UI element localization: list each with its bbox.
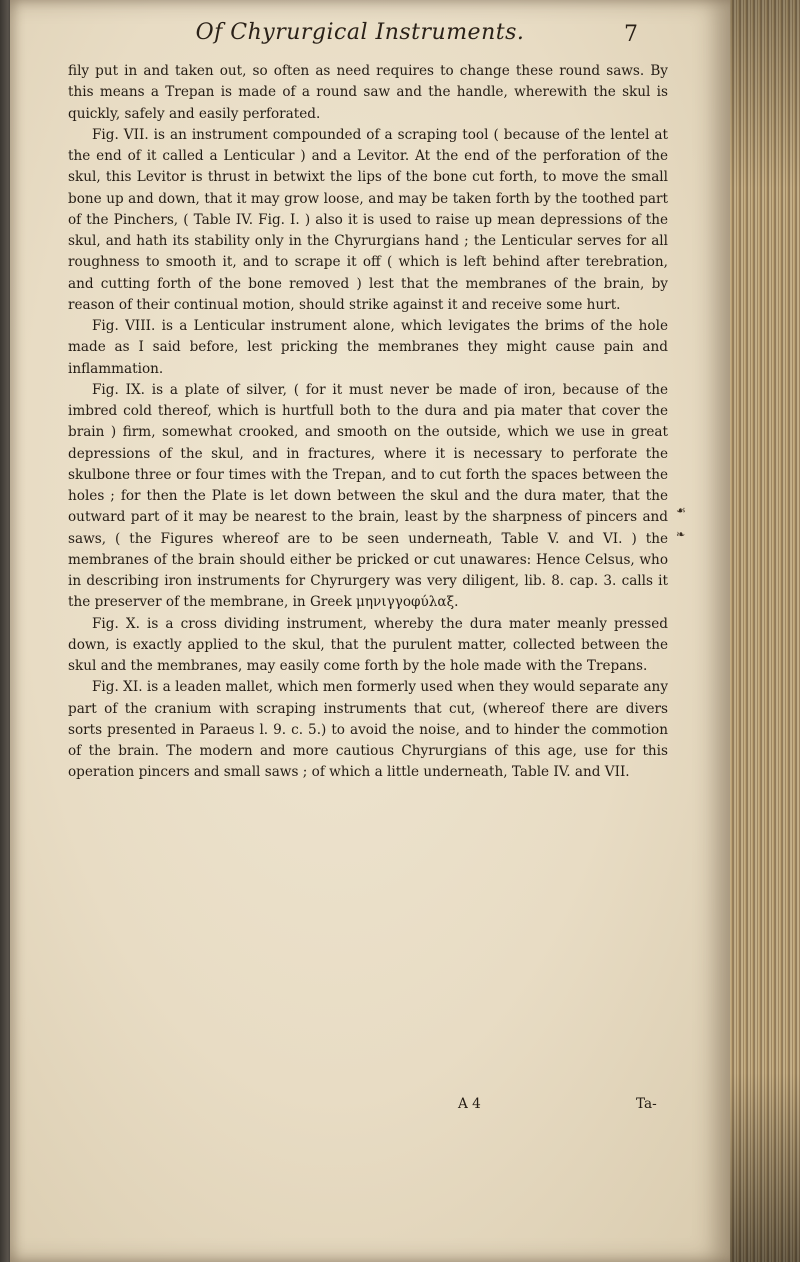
page-number: 7 bbox=[624, 22, 638, 47]
paragraph-3: Fig. VIII. is a Lenticular instrument alone, which levigates the brims of the hole made as I said before, lest pricking the membranes they might cause pain and inflammation. bbox=[68, 318, 668, 377]
book-page bbox=[10, 0, 730, 1262]
paragraph-6: Fig. XI. is a leaden mallet, which men formerly used when they would separate any part of the cranium with scraping instruments that cut, (whereof there are divers sorts presented in Paraeus l. 9. c. 5.) to avoid the noise, and to hinder the commotion of the brain. The modern and more cautious Chyrurgians of this age, use for this operation pincers and small saws ; of which a little underneath, Table IV. and VII. bbox=[68, 679, 668, 781]
margin-mark-1: ☙ bbox=[676, 504, 686, 517]
running-head: Of Chyrurgical Instruments. bbox=[195, 20, 525, 45]
book-page-edges bbox=[730, 0, 800, 1262]
paragraph-2: Fig. VII. is an instrument compounded of a scraping tool ( because of the lentel at the end of it called a Lenticular ) and a Levitor. At the end of the perforation of the skul, this Levitor is thrust in betwixt the lips of the bone cut forth, to move the small bone up and down, that it may grow loose, and may be taken forth by the toothed part of the Pinchers, ( Table IV. Fig. I. ) also it is used to raise up mean depressions of the skul, and hath its stability only in the Chyrurgians hand ; the Lenticular serves for all roughness to smooth it, and to scrape it off ( which is left behind after terebration, and cutting forth of the bone removed ) lest that the membranes of the brain, by reason of their continual motion, should strike against it and receive some hurt. bbox=[68, 126, 668, 313]
margin-mark-2: ❧ bbox=[676, 528, 686, 541]
body-text bbox=[68, 61, 668, 784]
signature-mark: A 4 bbox=[458, 1096, 481, 1112]
paragraph-4: Fig. IX. is a plate of silver, ( for it must never be made of iron, because of the imbred cold thereof, which is hurtfull both to the dura and pia mater that cover the brain ) firm, somewhat crooked, and smooth on the outside, which we use in great depressions of the skul, and in fractures, where it is necessary to perforate the skulbone three or four times with the Trepan, and to cut forth the spaces between the holes ; for then the Plate is let down between the skul and the dura mater, that the outward part of it may be nearest to the brain, least by the sharpness of pincers and saws, ( the Figures whereof are to be seen underneath, Table V. and VI. ) the membranes of the brain should either be pricked or cut unawares: Hence Celsus, who in describing iron instruments for Chyrurgery was very diligent, lib. 8. cap. 3. calls it the preserver of the membrane, in Greek μηνιγγοφύλαξ. bbox=[68, 381, 668, 611]
paragraph-5: Fig. X. is a cross dividing instrument, whereby the dura mater meanly pressed down, is exactly applied to the skul, that the purulent matter, collected between the skul and the membranes, may easily come forth by the hole made with the Trepans. bbox=[68, 615, 668, 674]
catchword: Ta- bbox=[636, 1096, 657, 1112]
paragraph-1: fily put in and taken out, so often as need requires to change these round saws. By this means a Trepan is made of a round saw and the handle, wherewith the skul is quickly, safely and easily perforated. bbox=[68, 63, 668, 122]
page-footer bbox=[68, 1096, 668, 1118]
